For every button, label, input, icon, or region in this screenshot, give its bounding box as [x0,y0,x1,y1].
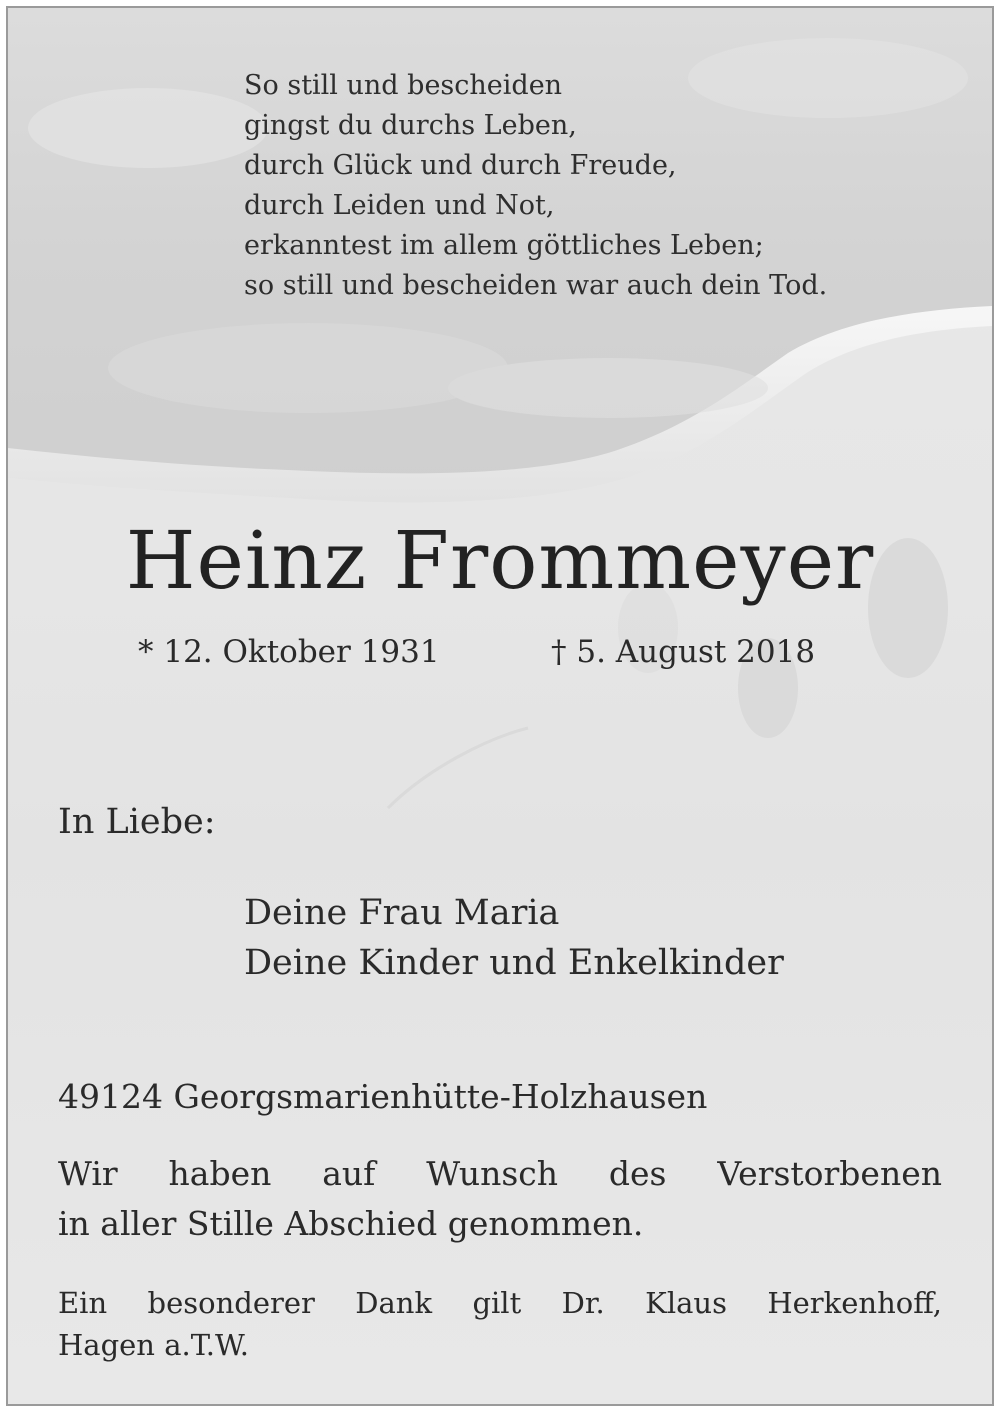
deceased-name: Heinz Frommeyer [125,514,875,607]
address: 49124 Georgsmarienhütte-Holzhausen [58,1077,708,1116]
poem-line: So still und bescheiden [244,70,563,101]
thanks-line: Hagen a.T.W. [58,1328,249,1362]
obituary-card [6,6,994,1406]
mourner-line: Deine Kinder und Enkelkinder [244,943,784,983]
poem-line: durch Glück und durch Freude, [244,150,677,181]
poem-line: erkanntest im allem göttliches Leben; [244,230,764,261]
mourners-list [244,888,784,988]
mourner-line: Deine Frau Maria [244,893,560,933]
mourners-heading: In Liebe: [58,802,216,842]
farewell-line: Wir haben auf Wunsch des Verstorbenen [58,1154,942,1193]
poem [244,66,964,306]
farewell-note [58,1149,942,1249]
poem-line: durch Leiden und Not, [244,190,555,221]
birth-date: * 12. Oktober 1931 [138,634,440,670]
farewell-line: in aller Stille Abschied genommen. [58,1204,644,1243]
poem-line: so still und bescheiden war auch dein Tod. [244,270,828,301]
thanks-line: Ein besonderer Dank gilt Dr. Klaus Herkenhoff, [58,1286,942,1320]
thanks-note [58,1282,942,1366]
death-date: † 5. August 2018 [551,634,816,670]
poem-line: gingst du durchs Leben, [244,110,577,141]
